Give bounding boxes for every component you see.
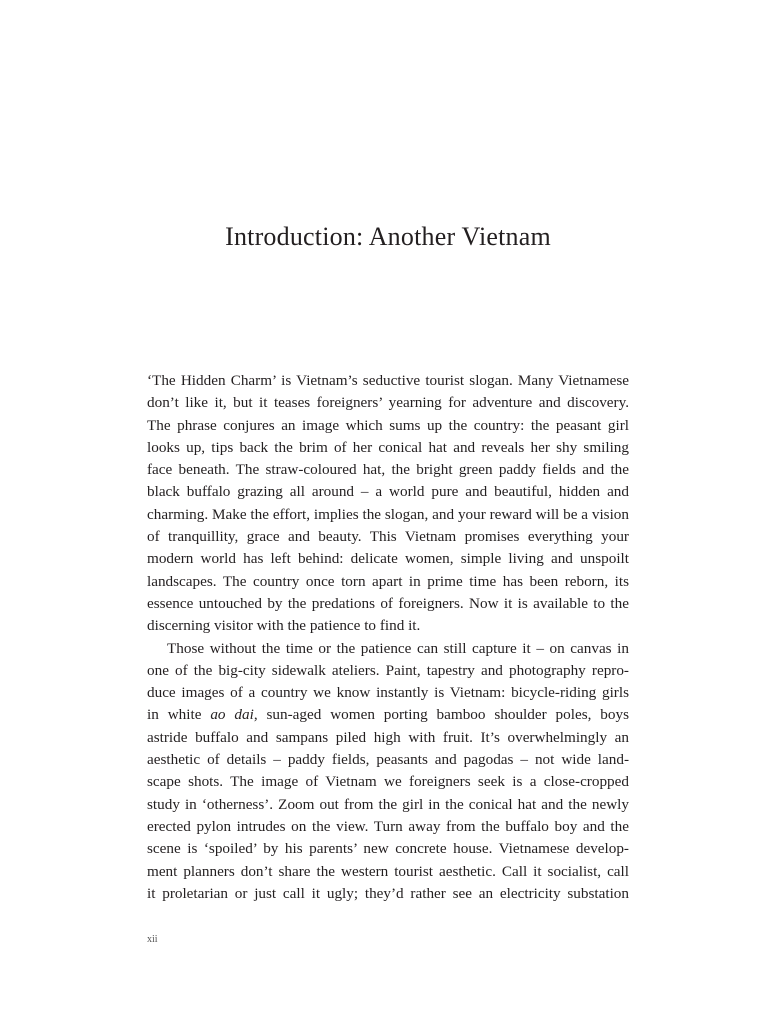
text-line: modern world has left behind: delicate women, simple living and unspoilt: [147, 550, 629, 568]
text-segment: , sun-aged women porting bamboo shoulder poles, boys: [253, 706, 629, 724]
text-line: scape shots. The image of Vietnam we foreigners seek is a close-cropped: [147, 773, 629, 791]
text-line: don’t like it, but it teases foreigners’ yearning for adventure and discovery.: [147, 394, 629, 412]
text-line: of tranquillity, grace and beauty. This Vietnam promises everything your: [147, 528, 629, 546]
text-segment: in white: [147, 706, 211, 724]
chapter-title: Introduction: Another Vietnam: [225, 222, 551, 251]
text-line: The phrase conjures an image which sums up the country: the peasant girl: [147, 416, 629, 434]
text-line: ‘The Hidden Charm’ is Vietnam’s seductive tourist slogan. Many Vietnamese: [147, 372, 629, 389]
paragraph-1: [147, 370, 629, 638]
text-line: study in ‘otherness’. Zoom out from the girl in the conical hat and the newly: [147, 795, 629, 813]
text-line: face beneath. The straw-coloured hat, the bright green paddy fields and the: [147, 461, 629, 479]
italic-term: ao dai: [210, 706, 254, 724]
page-number: xii: [147, 934, 158, 945]
text-line: black buffalo grazing all around – a world pure and beautiful, hidden and: [147, 483, 629, 501]
text-line: it proletarian or just call it ugly; they’d rather see an electricity substation: [147, 884, 629, 902]
text-line: [147, 704, 629, 726]
text-line: charming. Make the effort, implies the slogan, and your reward will be a vision: [147, 505, 629, 523]
text-line: looks up, tips back the brim of her conical hat and reveals her shy smiling: [147, 438, 629, 456]
text-line: erected pylon intrudes on the view. Turn away from the buffalo boy and the: [147, 817, 629, 835]
text-line: aesthetic of details – paddy fields, peasants and pagodas – not wide land-: [147, 751, 629, 769]
text-line: essence untouched by the predations of foreigners. Now it is available to the: [147, 594, 629, 612]
text-line: one of the big-city sidewalk ateliers. Paint, tapestry and photography repro-: [147, 661, 629, 679]
text-line: landscapes. The country once torn apart in prime time has been reborn, its: [147, 572, 629, 590]
text-line: astride buffalo and sampans piled high with fruit. It’s overwhelmingly an: [147, 728, 629, 746]
text-line: duce images of a country we know instantly is Vietnam: bicycle-riding girls: [147, 684, 629, 702]
text-line: discerning visitor with the patience to find it.: [147, 617, 421, 635]
text-line: scene is ‘spoiled’ by his parents’ new concrete house. Vietnamese develop-: [147, 840, 629, 858]
text-line: Those without the time or the patience can still capture it – on canvas in: [167, 639, 629, 657]
paragraph-2: [147, 638, 629, 906]
body-text: [147, 370, 629, 905]
text-line: ment planners don’t share the western tourist aesthetic. Call it socialist, call: [147, 862, 629, 880]
